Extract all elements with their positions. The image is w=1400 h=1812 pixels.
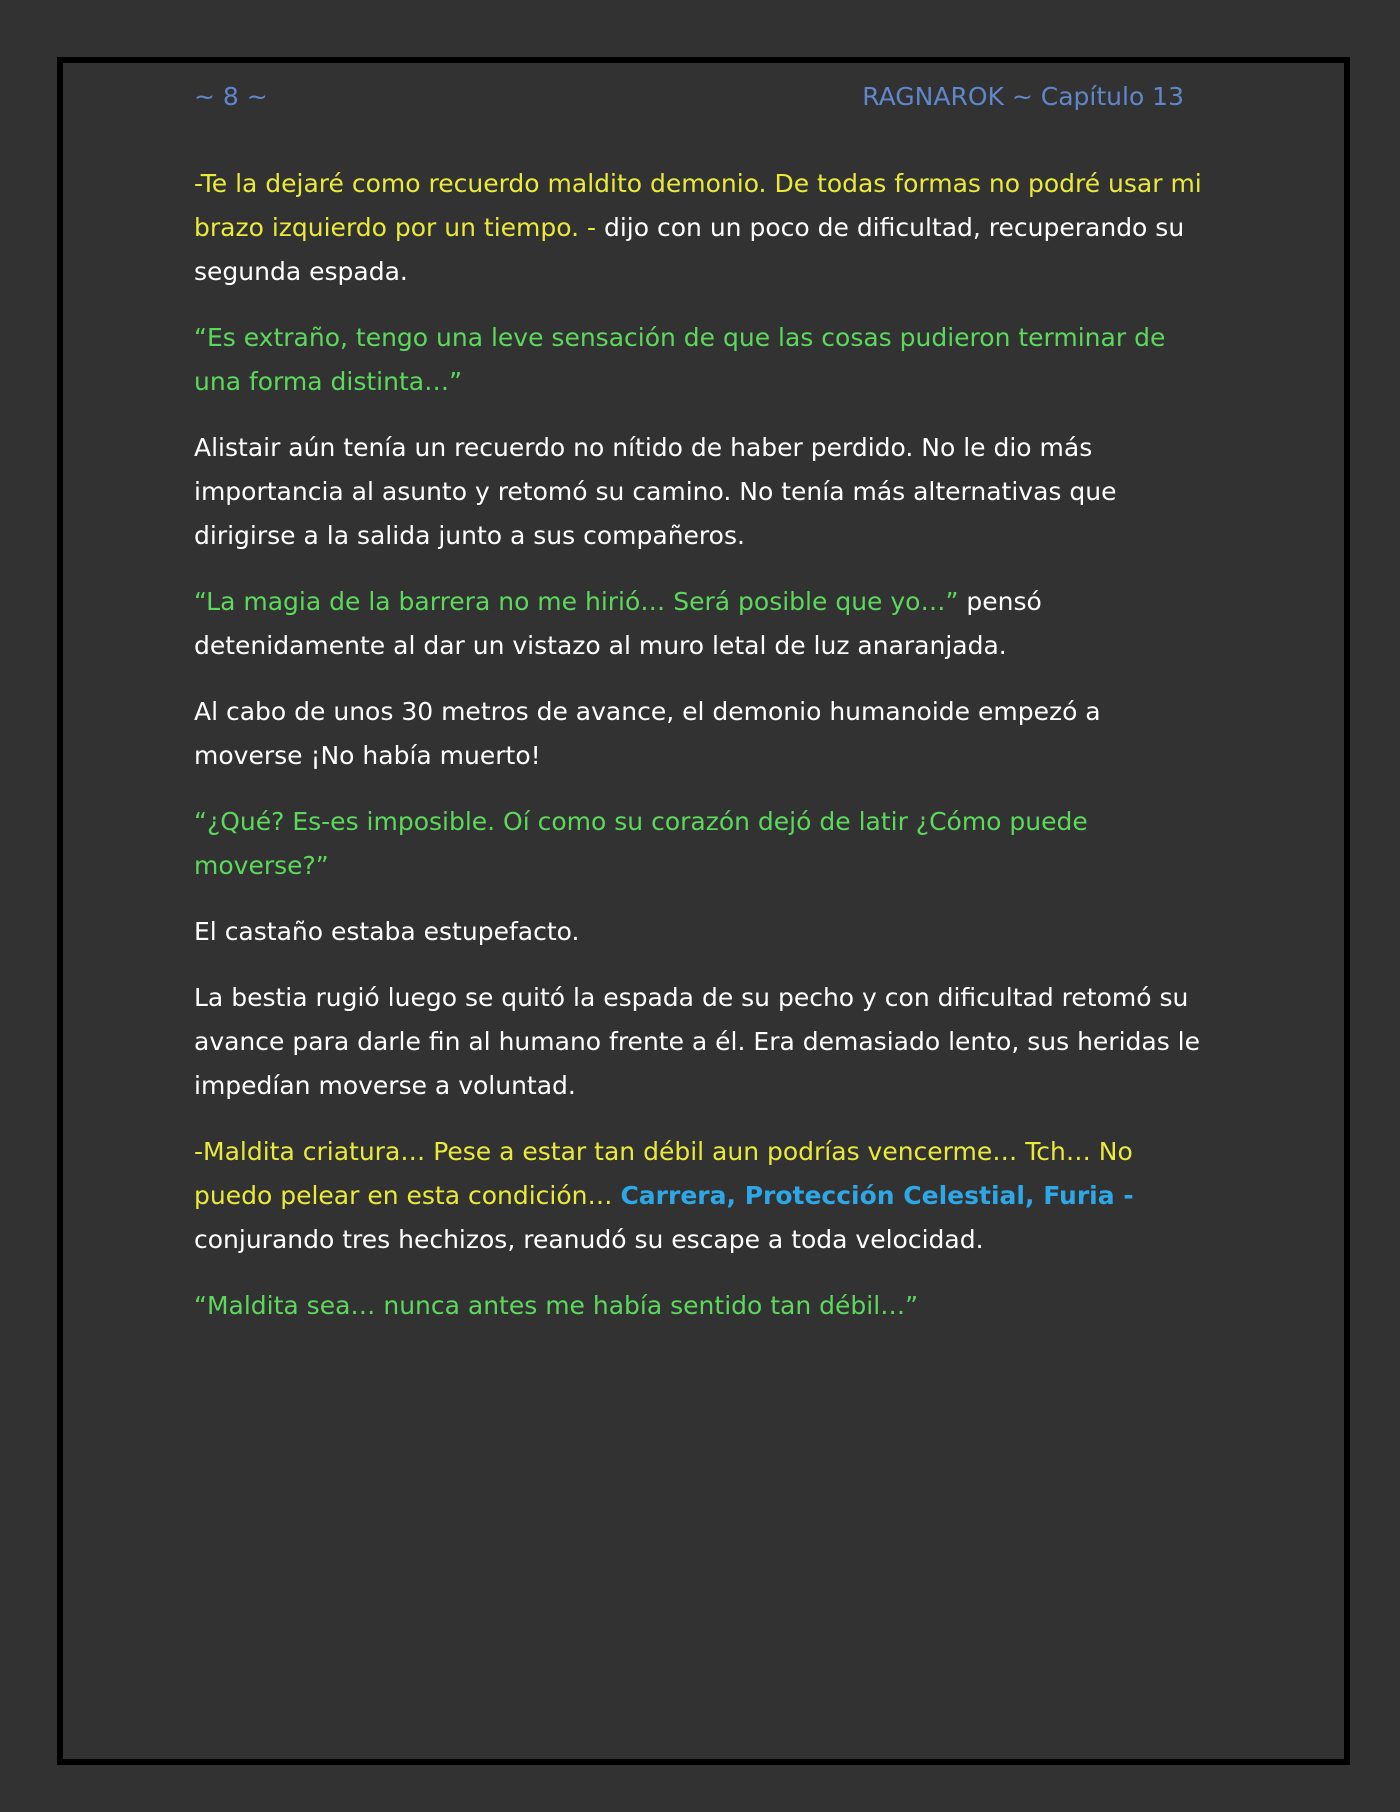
narration-text: pensó detenidamente al dar un vistazo al muro letal de luz anaranjada. — [194, 587, 1042, 660]
paragraph-8 — [194, 976, 1210, 1108]
narration-text: La bestia rugió luego se quitó la espada de su pecho y con dificultad retomó su avance para darle fin al humano frente a él. Era demasiado lento, sus heridas le impedían moverse a voluntad. — [194, 983, 1201, 1100]
spell-name: Furia — [1043, 1181, 1115, 1210]
page-body — [194, 162, 1210, 1350]
paragraph-10 — [194, 1284, 1210, 1328]
narration-text: El castaño estaba estupefacto. — [194, 917, 580, 946]
spell-name: Carrera — [620, 1181, 727, 1210]
paragraph-9 — [194, 1130, 1210, 1262]
paragraph-3 — [194, 426, 1210, 558]
inner-thought: “¿Qué? Es-es imposible. Oí como su corazón dejó de latir ¿Cómo puede moverse?” — [194, 807, 1088, 880]
narration-text: conjurando tres hechizos, reanudó su escape a toda velocidad. — [194, 1225, 984, 1254]
dialogue-speech: -Te la dejaré como recuerdo maldito demonio. De todas formas no podré usar mi brazo izquierdo por un tiempo. - — [194, 169, 1202, 242]
narration-text: dijo con un poco de dificultad, recuperando su segunda espada. — [194, 213, 1185, 286]
dialogue-speech: -Maldita criatura… Pese a estar tan débil aun podrías vencerme… Tch… No puedo pelear en esta condición… — [194, 1137, 1133, 1210]
spell-name: Protección Celestial — [744, 1181, 1025, 1210]
narration-text: Al cabo de unos 30 metros de avance, el demonio humanoide empezó a moverse ¡No había muerto! — [194, 697, 1101, 770]
page-number: ~ 8 ~ — [194, 82, 268, 111]
paragraph-4 — [194, 580, 1210, 668]
inner-thought: “La magia de la barrera no me hirió… Será posible que yo…” — [194, 587, 959, 616]
paragraph-7 — [194, 910, 1210, 954]
spell-separator: , — [726, 1181, 745, 1210]
narration-text: Alistair aún tenía un recuerdo no nítido de haber perdido. No le dio más importancia al asunto y retomó su camino. No tenía más alternativas que dirigirse a la salida junto a sus compañeros. — [194, 433, 1117, 550]
inner-thought: “Es extraño, tengo una leve sensación de que las cosas pudieron terminar de una forma distinta…” — [194, 323, 1166, 396]
spell-separator: , — [1024, 1181, 1044, 1210]
inner-thought: “Maldita sea… nunca antes me había sentido tan débil…” — [194, 1291, 919, 1320]
paragraph-5 — [194, 690, 1210, 778]
dialogue-dash: - — [1114, 1181, 1134, 1210]
paragraph-1 — [194, 162, 1210, 294]
running-title: RAGNAROK ~ Capítulo 13 — [862, 82, 1184, 111]
paragraph-2 — [194, 316, 1210, 404]
paragraph-6 — [194, 800, 1210, 888]
page-header — [194, 82, 1184, 122]
